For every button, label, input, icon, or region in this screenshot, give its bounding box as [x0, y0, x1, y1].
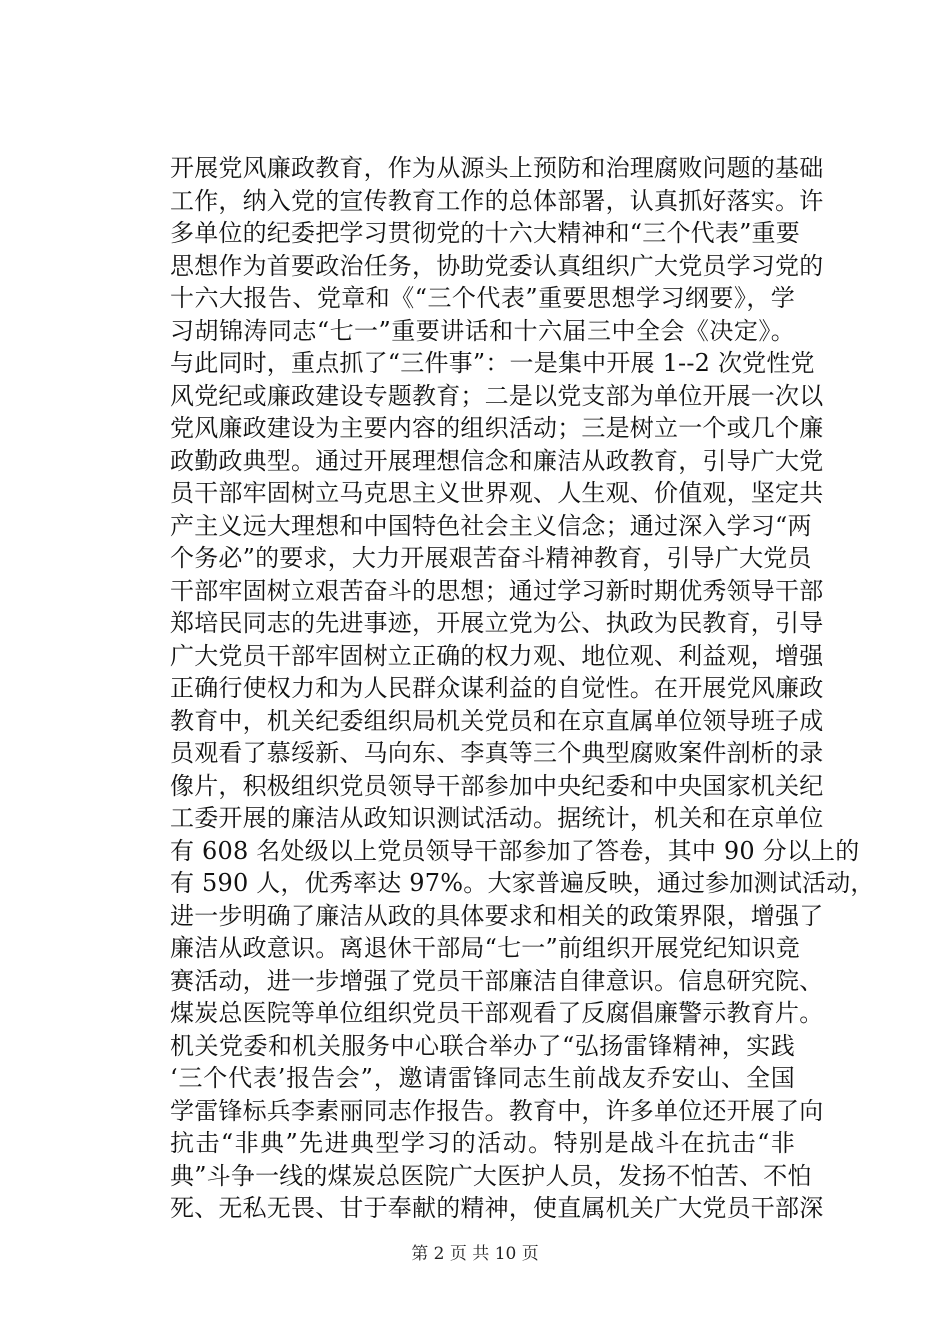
text-line: 思想作为首要政治任务，协助党委认真组织广大党员学习党的 — [170, 251, 824, 280]
text-line: 教育中，机关纪委组织局机关党员和在京直属单位领导班子成 — [170, 706, 824, 735]
text-line: 机关党委和机关服务中心联合举办了“弘扬雷锋精神，实践 — [170, 1031, 795, 1060]
text-line: 产主义远大理想和中国特色社会主义信念；通过深入学习“两 — [170, 511, 812, 540]
text-line: 工委开展的廉洁从政知识测试活动。据统计，机关和在京单位 — [170, 804, 824, 832]
text-line: 员观看了慕绥新、马向东、李真等三个典型腐败案件剖析的录 — [170, 739, 824, 767]
text-line: 党风廉政建设为主要内容的组织活动；三是树立一个或几个廉 — [170, 414, 824, 442]
text-line: 学雷锋标兵李素丽同志作报告。教育中，许多单位还开展了向 — [170, 1096, 824, 1125]
page-number-footer: 第 2 页 共 10 页 — [411, 1244, 539, 1264]
text-line: 有 608 名处级以上党员领导干部参加了答卷，其中 90 分以上的 — [170, 836, 860, 865]
text-line: 广大党员干部牢固树立正确的权力观、地位观、利益观，增强 — [170, 641, 824, 670]
text-line: 死、无私无畏、甘于奉献的精神，使直属机关广大党员干部深 — [170, 1194, 824, 1222]
text-line: 员干部牢固树立马克思主义世界观、人生观、价值观，坚定共 — [170, 479, 824, 507]
text-line: 与此同时，重点抓了“三件事”：一是集中开展 1--2 次党性党 — [170, 349, 815, 377]
text-line: ‘三个代表’报告会”，邀请雷锋同志生前战友乔安山、全国 — [170, 1064, 795, 1092]
text-line: 廉洁从政意识。离退休干部局“七一”前组织开展党纪知识竞 — [170, 934, 800, 962]
text-line: 抗击“非典”先进典型学习的活动。特别是战斗在抗击“非 — [170, 1129, 795, 1157]
text-line: 进一步明确了廉洁从政的具体要求和相关的政策界限，增强了 — [170, 901, 824, 930]
text-line: 典”斗争一线的煤炭总医院广大医护人员，发扬不怕苦、不怕 — [170, 1161, 812, 1190]
text-line: 赛活动，进一步增强了党员干部廉洁自律意识。信息研究院、 — [170, 966, 824, 995]
text-line: 煤炭总医院等单位组织党员干部观看了反腐倡廉警示教育片。 — [170, 999, 824, 1027]
text-line: 十六大报告、党章和《“三个代表”重要思想学习纲要》，学 — [170, 284, 795, 312]
text-line: 像片，积极组织党员领导干部参加中央纪委和中央国家机关纪 — [170, 771, 824, 800]
text-line: 正确行使权力和为人民群众谋利益的自觉性。在开展党风廉政 — [170, 674, 824, 702]
text-line: 工作，纳入党的宣传教育工作的总体部署，认真抓好落实。许 — [170, 186, 824, 215]
text-line: 多单位的纪委把学习贯彻党的十六大精神和“三个代表”重要 — [170, 219, 800, 247]
text-line: 郑培民同志的先进事迹，开展立党为公、执政为民教育，引导 — [170, 609, 824, 637]
text-line: 个务必”的要求，大力开展艰苦奋斗精神教育，引导广大党员 — [170, 544, 812, 572]
text-line: 习胡锦涛同志“七一”重要讲话和十六届三中全会《决定》。 — [170, 316, 795, 345]
text-line: 有 590 人，优秀率达 97%。大家普遍反映，通过参加测试活动， — [170, 869, 875, 897]
body-text — [170, 152, 875, 1225]
text-line: 风党纪或廉政建设专题教育；二是以党支部为单位开展一次以 — [170, 381, 824, 410]
text-line: 政勤政典型。通过开展理想信念和廉洁从政教育，引导广大党 — [170, 446, 824, 475]
text-line: 开展党风廉政教育，作为从源头上预防和治理腐败问题的基础 — [170, 154, 824, 182]
text-line: 干部牢固树立艰苦奋斗的思想；通过学习新时期优秀领导干部 — [170, 576, 824, 605]
